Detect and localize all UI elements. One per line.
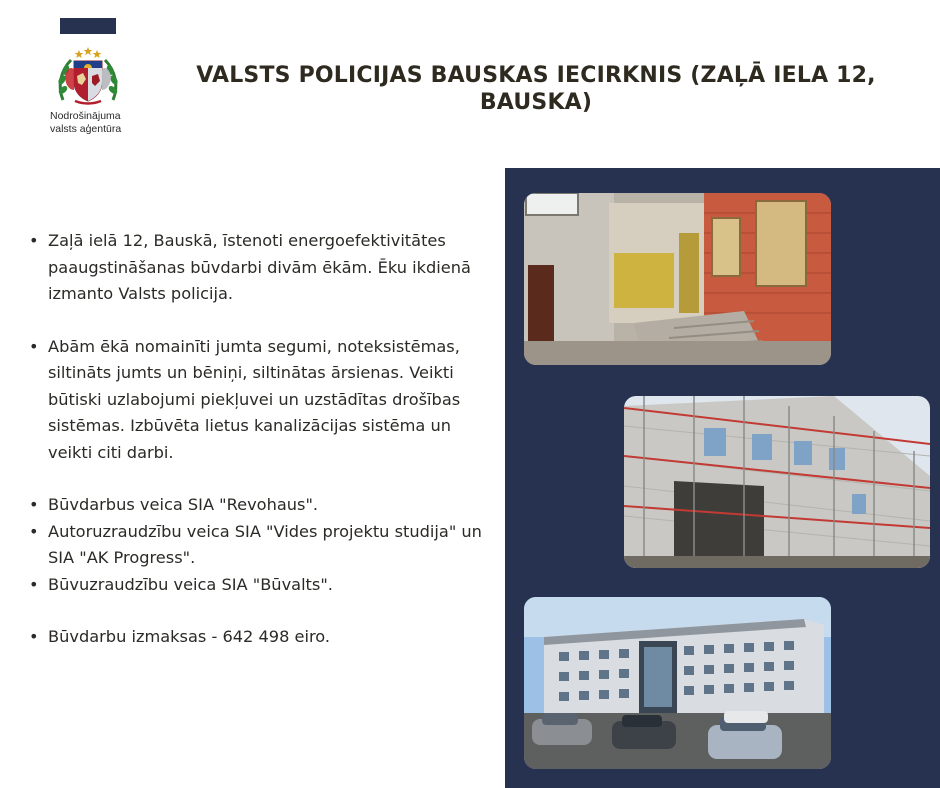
coat-of-arms-icon bbox=[55, 46, 121, 106]
page-title: VALSTS POLICIJAS BAUSKAS IECIRKNIS (ZAĻĀ IELA 12, BAUSKA) bbox=[196, 63, 876, 115]
bullet-item: • Būvdarbus veica SIA "Revohaus". bbox=[28, 492, 498, 519]
agency-name bbox=[50, 110, 121, 136]
bullet-item: • Būvuzraudzību veica SIA "Būvalts". bbox=[28, 572, 498, 599]
agency-name-line-2: valsts aģentūra bbox=[50, 123, 122, 135]
scaffolding-building-photo bbox=[624, 396, 930, 568]
finished-building-photo bbox=[524, 597, 831, 769]
bullet-item: • Zaļā ielā 12, Bauskā, īstenoti energoefektivitātes paaugstināšanas būvdarbi divām ēkām. Ēku ikdienā izmanto Valsts policija. bbox=[28, 228, 498, 308]
bullet-item: • Būvdarbu izmaksas - 642 498 eiro. bbox=[28, 624, 498, 651]
renovation-courtyard-photo bbox=[524, 193, 831, 365]
info-bullet-list bbox=[28, 228, 498, 651]
top-accent-bar bbox=[60, 18, 116, 34]
agency-name-line-1: Nodrošinājuma bbox=[50, 110, 121, 122]
bullet-item: • Autoruzraudzību veica SIA "Vides projektu studija" un SIA "AK Progress". bbox=[28, 519, 498, 572]
bullet-item: • Abām ēkā nomainīti jumta segumi, noteksistēmas, siltināts jumts un bēniņi, siltinātas ārsienas. Veikti būtiski uzlabojumi piekļuvei un uzstādītas drošības sistēmas. Izbūvēta lietus kanalizācijas sistēma un veikti citi darbi. bbox=[28, 334, 498, 467]
